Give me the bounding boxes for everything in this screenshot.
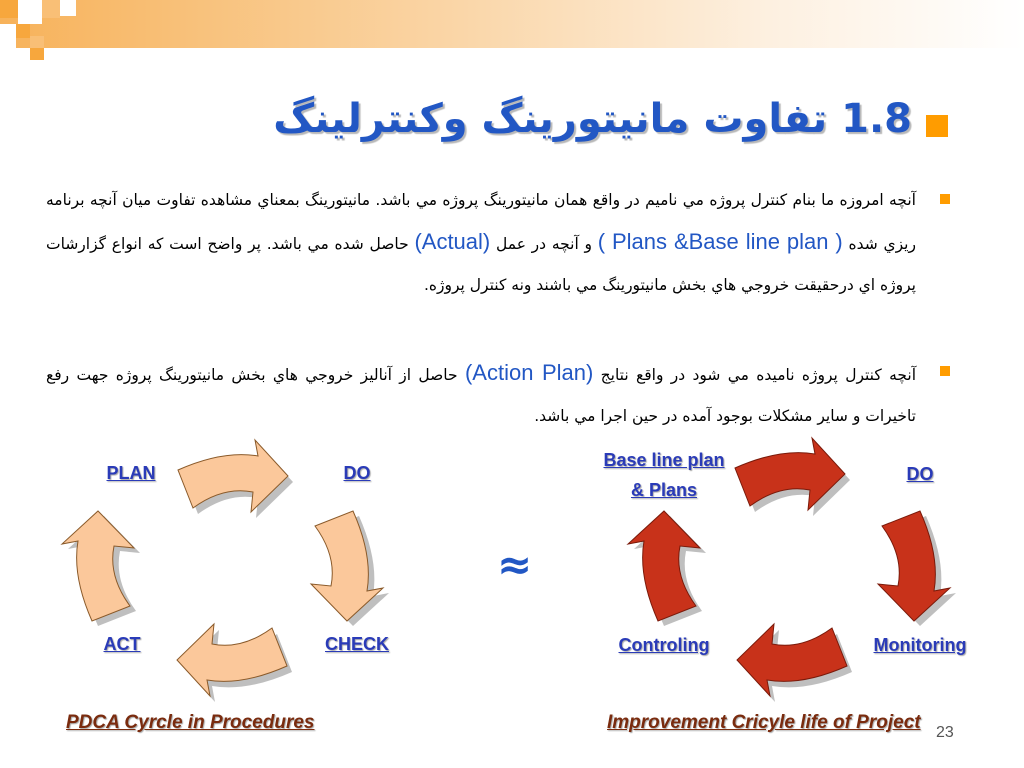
bullet-1-actual-term: (Actual) bbox=[414, 229, 491, 254]
approx-symbol: ≈ bbox=[497, 540, 533, 589]
improvement-arrow-monitoring-controling bbox=[737, 624, 852, 702]
improvement-do-label: DO bbox=[906, 464, 934, 484]
bullet-1-text-3: حاصل شده مي باشد. پر واضح است که انواع گزارشات پروژه اي درحقيقت خروجي هاي بخش مانيتورينگ مي باشند ونه کنترل پروژه. bbox=[46, 235, 916, 294]
pdca-arrow-do-check bbox=[311, 511, 389, 626]
pdca-plan-label: PLAN bbox=[106, 463, 156, 483]
pdca-caption: PDCA Cyrcle in Procedures bbox=[66, 712, 315, 733]
pdca-check-label: CHECK bbox=[324, 634, 390, 654]
improvement-plans-line2: & Plans bbox=[630, 480, 698, 500]
bullet-2-text-2: حاصل از آناليز خروجي هاي بخش مانيتورينگ پروژه جهت رفع تاخيرات و ساير مشکلات بوجود آمده در حين اجرا مي باشد. bbox=[46, 366, 916, 425]
improvement-arrow-plans-do bbox=[735, 438, 850, 516]
pdca-do-label: DO bbox=[343, 463, 371, 483]
pdca-act-label: ACT bbox=[103, 634, 141, 654]
slide-title: 1.8 تفاوت مانیتورینگ وکنترلینگ bbox=[273, 96, 912, 142]
improvement-plans-label bbox=[603, 445, 724, 505]
bullet-1-plans-term: ( Plans &Base line plan ) bbox=[597, 229, 843, 254]
improvement-arrow-do-monitoring bbox=[878, 511, 956, 626]
pdca-arrow-act-plan bbox=[62, 511, 140, 626]
improvement-monitoring-label: Monitoring bbox=[873, 635, 967, 655]
improvement-controling-label: Controling bbox=[618, 635, 710, 655]
bullet-2-action-plan-term: (Action Plan) bbox=[464, 360, 594, 385]
bullet-2-text: آنچه کنترل پروژه ناميده مي شود در واقع نتايج bbox=[593, 366, 917, 384]
improvement-caption: Improvement Cricyle life of Project bbox=[607, 712, 921, 733]
improvement-plans-line1: Base line plan bbox=[603, 450, 725, 470]
bullet-1-text: آنچه امروزه ما بنام کنترل پروژه مي ناميم در واقع همان مانيتورينگ پروژه مي باشد. مانيتورينگ بمعناي مشاهده تفاوت ميان آنچه برنامه ريزي شده bbox=[46, 191, 916, 253]
improvement-arrow-controling-plans bbox=[628, 511, 706, 626]
pdca-arrow-check-act bbox=[177, 624, 292, 702]
pdca-arrow-plan-do bbox=[178, 440, 293, 518]
page-number: 23 bbox=[936, 724, 954, 741]
bullet-1-text-2: و آنچه در عمل bbox=[490, 235, 598, 253]
